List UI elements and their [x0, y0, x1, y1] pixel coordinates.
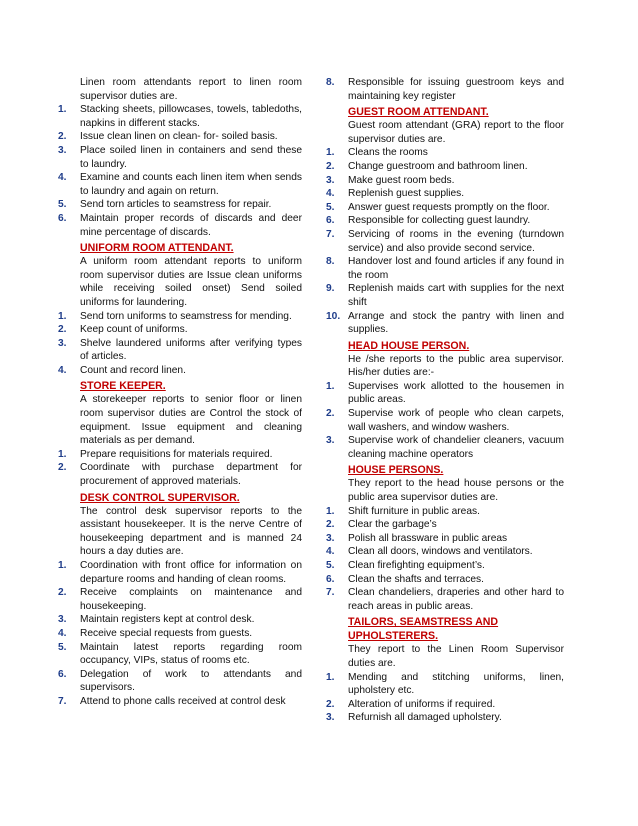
- list-number: 4.: [326, 188, 335, 200]
- list-item: [58, 103, 302, 130]
- list-item: [58, 364, 302, 378]
- paragraph: They report to the head house persons or the public area supervisor duties are.: [348, 478, 564, 504]
- list-item: [326, 380, 564, 407]
- list-item: [326, 586, 564, 613]
- paragraph: Linen room attendants report to linen room supervisor duties are.: [80, 77, 302, 102]
- list-number: 3.: [326, 532, 335, 544]
- section-heading: GUEST ROOM ATTENDANT.: [348, 106, 489, 119]
- list-item-text: Receive complaints on maintenance and housekeeping.: [80, 587, 302, 612]
- list-item-text: Maintain registers kept at control desk.: [80, 614, 255, 626]
- list-item-text: Clean all doors, windows and ventilators.: [348, 546, 533, 558]
- list-item-text: Examine and counts each linen item when sends to laundry and again on return.: [80, 172, 302, 197]
- list-item: [326, 532, 564, 546]
- list-item: [326, 201, 564, 215]
- list-item-text: Clean the shafts and terraces.: [348, 573, 484, 585]
- list-number: 1.: [326, 380, 335, 392]
- list-item: [326, 698, 564, 712]
- list-item: [326, 505, 564, 519]
- list-item: [58, 212, 302, 239]
- list-item: [58, 337, 302, 364]
- list-item-text: Servicing of rooms in the evening (turndown service) and also provide second service.: [348, 228, 564, 254]
- list-item-text: Change guestroom and bathroom linen.: [348, 160, 528, 172]
- list-number: 4.: [58, 172, 67, 184]
- list-item: [58, 641, 302, 668]
- list-number: 7.: [326, 587, 335, 599]
- list-number: 7.: [326, 228, 335, 240]
- list-number: 6.: [326, 573, 335, 585]
- list-item-text: Maintain latest reports regarding room occupancy, VIPs, status of rooms etc.: [80, 641, 302, 667]
- list-number: 1.: [326, 671, 335, 683]
- list-item: [326, 255, 564, 282]
- list-item: [58, 668, 302, 695]
- list-item: [326, 187, 564, 201]
- list-number: 2.: [58, 324, 67, 336]
- left-column: [58, 76, 302, 709]
- list-number: 2.: [58, 131, 67, 143]
- list-number: 4.: [326, 546, 335, 558]
- list-number: 1.: [326, 147, 335, 159]
- list-item: [326, 282, 564, 309]
- list-item: [326, 228, 564, 255]
- list-number: 7.: [58, 695, 67, 707]
- list-number: 9.: [326, 283, 335, 295]
- list-item: [58, 130, 302, 144]
- list-item-text: Count and record linen.: [80, 364, 186, 376]
- list-item-text: Maintain proper records of discards and deer mine percentage of discards.: [80, 212, 302, 238]
- paragraph: The control desk supervisor reports to the assistant housekeeper. It is the nerve Centre of housekeeping department and is manned 24 hours a day duties are.: [80, 505, 302, 558]
- list-item: [58, 559, 302, 586]
- list-item-text: Supervise work of chandelier cleaners, vacuum cleaning machine operators: [348, 435, 564, 460]
- list-item: [326, 214, 564, 228]
- list-number: 5.: [58, 641, 67, 653]
- list-item-text: Stacking sheets, pillowcases, towels, tabledoths, napkins in different stacks.: [80, 104, 302, 129]
- list-number: 1.: [58, 560, 67, 571]
- list-item-text: Refurnish all damaged upholstery.: [348, 712, 502, 724]
- list-number: 2.: [326, 519, 335, 531]
- list-item: [326, 518, 564, 532]
- list-item-text: Answer guest requests promptly on the floor.: [348, 201, 550, 213]
- list-item-text: Supervises work allotted to the housemen in public areas.: [348, 380, 564, 406]
- list-item: [326, 434, 564, 461]
- list-number: 10.: [326, 310, 341, 322]
- list-item-text: Send torn uniforms to seamstress for mending.: [80, 310, 292, 322]
- list-item: [326, 407, 564, 434]
- list-number: 2.: [58, 587, 67, 599]
- list-item: [58, 627, 302, 641]
- list-item: [326, 671, 564, 698]
- list-item-text: Handover lost and found articles if any found in the room: [348, 256, 564, 281]
- list-number: 3.: [58, 337, 67, 349]
- list-item: [326, 559, 564, 573]
- list-item-text: Shift furniture in public areas.: [348, 505, 480, 517]
- list-number: 1.: [58, 104, 67, 116]
- section-heading: STORE KEEPER.: [80, 380, 166, 393]
- list-item: [326, 711, 564, 725]
- section-heading: DESK CONTROL SUPERVISOR.: [80, 491, 240, 504]
- list-item-text: Delegation of work to attendants and supervisors.: [80, 668, 302, 694]
- section-heading: HEAD HOUSE PERSON.: [348, 339, 470, 352]
- list-item-text: Place soiled linen in containers and send these to laundry.: [80, 144, 302, 170]
- list-item: [326, 310, 564, 337]
- right-column: [326, 76, 564, 725]
- list-item-text: Mending and stitching uniforms, linen, upholstery etc.: [348, 671, 564, 697]
- list-item-text: Arrange and stock the pantry with linen and supplies.: [348, 310, 564, 336]
- list-number: 3.: [58, 144, 67, 156]
- list-number: 5.: [326, 201, 335, 213]
- list-item: [58, 171, 302, 198]
- list-item-text: Polish all brassware in public areas: [348, 532, 508, 544]
- list-number: 2.: [58, 462, 67, 474]
- list-item: [58, 144, 302, 171]
- section-heading: HOUSE PERSONS.: [348, 464, 444, 477]
- list-item-text: Responsible for collecting guest laundry.: [348, 215, 531, 227]
- list-item-text: Clean firefighting equipment’s.: [348, 560, 485, 571]
- list-item-text: Make guest room beds.: [348, 174, 455, 186]
- list-number: 3.: [326, 174, 335, 186]
- list-number: 6.: [326, 215, 335, 227]
- list-item: [58, 448, 302, 462]
- list-item-text: Clean chandeliers, draperies and other hard to reach areas in public areas.: [348, 587, 564, 612]
- paragraph: He /she reports to the public area supervisor. His/her duties are:-: [348, 353, 564, 379]
- list-number: 3.: [58, 614, 67, 626]
- list-item-text: Responsible for issuing guestroom keys and maintaining key register: [348, 77, 564, 102]
- list-item-text: Coordination with front office for information on departure rooms and handing of clean rooms.: [80, 560, 302, 585]
- paragraph: Guest room attendant (GRA) report to the floor supervisor duties are.: [348, 120, 564, 145]
- paragraph: A uniform room attendant reports to uniform room supervisor duties are Issue clean uniforms while receiving soiled onset) Send soiled uniforms for laundering.: [80, 256, 302, 308]
- list-item-text: Alteration of uniforms if required.: [348, 698, 496, 710]
- list-number: 2.: [326, 408, 335, 420]
- list-number: 5.: [326, 560, 335, 571]
- list-number: 6.: [58, 668, 67, 680]
- list-item: [326, 573, 564, 587]
- list-item-text: Attend to phone calls received at control desk: [80, 695, 286, 707]
- paragraph: A storekeeper reports to senior floor or linen room supervisor duties are Control the stock of equipment. Issue equipment and cleaning materials as per demand.: [80, 394, 302, 447]
- list-number: 1.: [58, 448, 67, 460]
- list-item: [58, 695, 302, 709]
- list-item-text: Replenish guest supplies.: [348, 188, 465, 200]
- list-item-text: Replenish maids cart with supplies for the next shift: [348, 283, 564, 308]
- list-number: 4.: [58, 364, 67, 376]
- list-item-text: Shelve laundered uniforms after verifying types of articles.: [80, 337, 302, 363]
- list-item: [58, 461, 302, 488]
- list-number: 1.: [58, 310, 67, 322]
- list-item-text: Send torn articles to seamstress for repair.: [80, 199, 272, 211]
- list-number: 6.: [58, 212, 67, 224]
- list-item-text: Receive special requests from guests.: [80, 627, 253, 639]
- list-item: [326, 160, 564, 174]
- list-item-text: Prepare requisitions for materials required.: [80, 448, 273, 460]
- list-item-text: Issue clean linen on clean- for- soiled basis.: [80, 131, 278, 143]
- list-item-text: Clear the garbage’s: [348, 519, 437, 531]
- list-item: [58, 613, 302, 627]
- list-number: 2.: [326, 698, 335, 710]
- list-item-text: Coordinate with purchase department for procurement of approved materials.: [80, 462, 302, 488]
- list-number: 3.: [326, 435, 335, 447]
- list-item-text: Cleans the rooms: [348, 147, 428, 159]
- list-number: 2.: [326, 160, 335, 172]
- list-item: [58, 586, 302, 613]
- list-number: 8.: [326, 77, 335, 88]
- list-number: 8.: [326, 256, 335, 268]
- list-item-text: Keep count of uniforms.: [80, 324, 188, 336]
- list-item: [58, 323, 302, 337]
- section-heading: TAILORS, SEAMSTRESS AND UPHOLSTERERS.: [348, 616, 499, 643]
- list-item-text: Supervise work of people who clean carpets, wall washers, and window washers.: [348, 408, 564, 433]
- list-item: [326, 174, 564, 188]
- list-number: 5.: [58, 199, 67, 211]
- list-item: [58, 310, 302, 324]
- list-item: [326, 545, 564, 559]
- list-item: [326, 146, 564, 160]
- list-number: 4.: [58, 627, 67, 639]
- list-item: [58, 198, 302, 212]
- list-number: 3.: [326, 712, 335, 724]
- list-item: [326, 76, 564, 103]
- paragraph: They report to the Linen Room Supervisor duties are.: [348, 644, 564, 669]
- list-number: 1.: [326, 505, 335, 517]
- section-heading: UNIFORM ROOM ATTENDANT.: [80, 242, 234, 255]
